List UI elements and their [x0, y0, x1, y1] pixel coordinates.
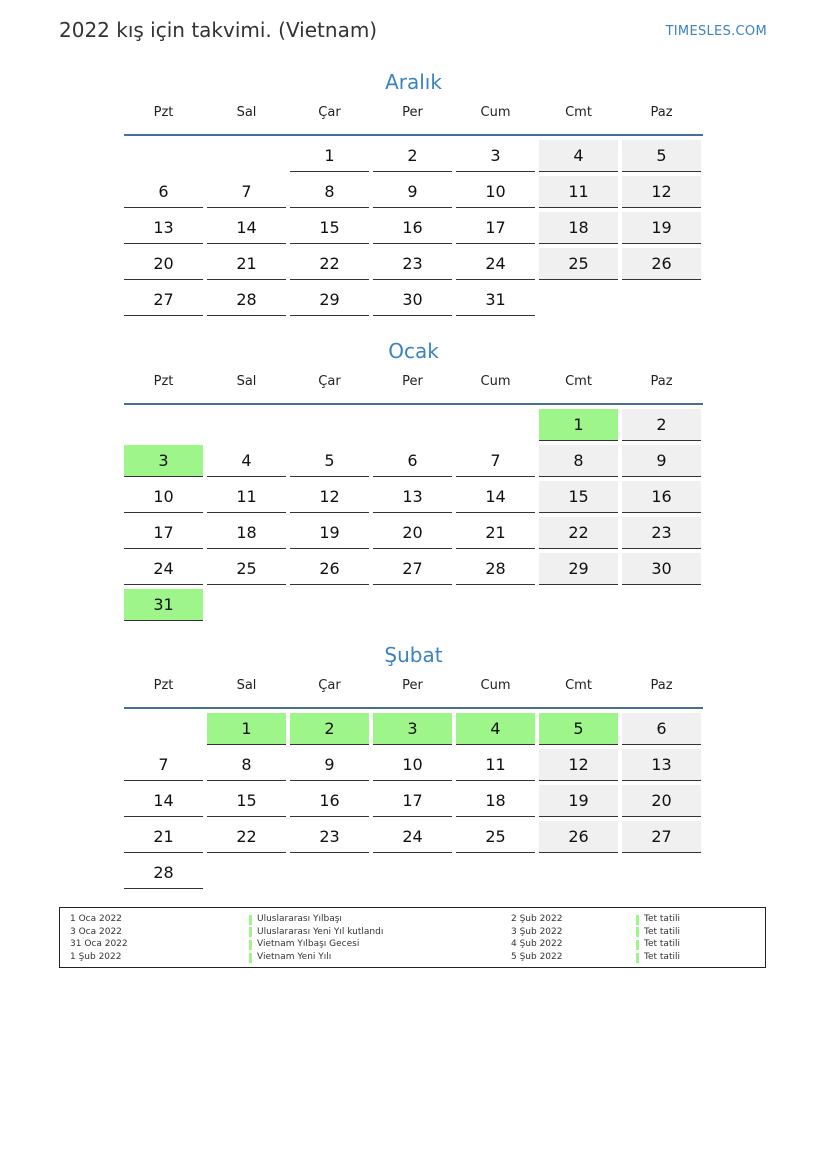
day-cell: 7	[124, 749, 203, 781]
weekday-label: Paz	[650, 105, 673, 120]
weekday-label: Sal	[236, 105, 257, 120]
day-cell: 19	[539, 785, 618, 817]
day-cell: 15	[539, 481, 618, 513]
legend-holiday-name: Tet tatili	[644, 952, 680, 963]
month-title: Ocak	[388, 339, 439, 363]
legend-date: 5 Şub 2022	[511, 952, 563, 963]
holiday-marker-icon	[636, 940, 639, 950]
month-title: Şubat	[384, 643, 443, 667]
day-cell: 26	[290, 553, 369, 585]
day-cell: 18	[207, 517, 286, 549]
weekday-label: Cum	[480, 374, 511, 389]
weekday-header	[124, 104, 703, 136]
day-cell: 17	[373, 785, 452, 817]
day-cell: 29	[539, 553, 618, 585]
legend-holiday-name: Vietnam Yeni Yılı	[257, 952, 332, 963]
day-cell: 11	[539, 176, 618, 208]
legend-date: 31 Oca 2022	[70, 939, 128, 950]
weekday-label: Çar	[318, 678, 341, 693]
weekday-label: Paz	[650, 678, 673, 693]
day-cell: 14	[456, 481, 535, 513]
legend-holiday-name: Uluslararası Yeni Yıl kutlandı	[257, 926, 384, 937]
day-cell: 21	[456, 517, 535, 549]
weekday-label: Çar	[318, 105, 341, 120]
day-cell: 14	[124, 785, 203, 817]
day-cell: 12	[539, 749, 618, 781]
day-cell: 4	[539, 140, 618, 172]
day-cell: 22	[207, 821, 286, 853]
day-cell: 1	[290, 140, 369, 172]
day-cell: 13	[124, 212, 203, 244]
day-cell: 27	[124, 284, 203, 316]
day-cell: 25	[539, 248, 618, 280]
empty-day-cell	[124, 409, 203, 441]
day-cell: 31	[456, 284, 535, 316]
weekday-label: Çar	[318, 374, 341, 389]
day-cell: 2	[622, 409, 701, 441]
empty-day-cell	[456, 409, 535, 441]
day-cell: 11	[456, 749, 535, 781]
day-cell: 10	[373, 749, 452, 781]
month-january	[124, 337, 703, 621]
day-cell: 22	[539, 517, 618, 549]
weekday-label: Sal	[236, 374, 257, 389]
legend-left-column	[70, 913, 500, 964]
holiday-day-cell: 1	[539, 409, 618, 441]
weekday-label: Pzt	[153, 105, 174, 120]
day-cell: 27	[622, 821, 701, 853]
month-title: Aralık	[385, 70, 442, 94]
day-cell: 23	[373, 248, 452, 280]
legend-date: 3 Şub 2022	[511, 926, 563, 937]
day-cell: 21	[207, 248, 286, 280]
holiday-marker-icon	[249, 915, 252, 925]
legend-row	[511, 926, 751, 939]
weekday-label: Cmt	[565, 678, 592, 693]
holiday-marker-icon	[249, 940, 252, 950]
month-december	[124, 68, 703, 316]
day-cell: 19	[622, 212, 701, 244]
legend-row	[511, 951, 751, 964]
day-cell: 2	[373, 140, 452, 172]
empty-day-cell	[124, 713, 203, 745]
day-cell: 6	[622, 713, 701, 745]
day-cell: 7	[207, 176, 286, 208]
weekday-label: Cmt	[565, 374, 592, 389]
day-cell: 14	[207, 212, 286, 244]
day-cell: 16	[373, 212, 452, 244]
day-cell: 5	[290, 445, 369, 477]
day-cell: 3	[456, 140, 535, 172]
empty-day-cell	[207, 409, 286, 441]
day-cell: 18	[539, 212, 618, 244]
day-cell: 4	[207, 445, 286, 477]
day-cell: 20	[373, 517, 452, 549]
day-cell: 25	[456, 821, 535, 853]
holiday-marker-icon	[636, 927, 639, 937]
day-grid	[124, 713, 703, 889]
weekday-label: Per	[402, 105, 423, 120]
day-cell: 17	[456, 212, 535, 244]
holiday-legend	[59, 907, 766, 968]
day-cell: 19	[290, 517, 369, 549]
day-cell: 28	[456, 553, 535, 585]
day-cell: 13	[373, 481, 452, 513]
legend-row	[511, 913, 751, 926]
weekday-label: Per	[402, 374, 423, 389]
month-february	[124, 641, 703, 889]
page-title: 2022 kış için takvimi. (Vietnam)	[59, 18, 378, 42]
legend-holiday-name: Tet tatili	[644, 939, 680, 950]
day-cell: 15	[290, 212, 369, 244]
holiday-day-cell: 2	[290, 713, 369, 745]
day-cell: 6	[124, 176, 203, 208]
day-cell: 8	[207, 749, 286, 781]
holiday-day-cell: 1	[207, 713, 286, 745]
empty-day-cell	[373, 409, 452, 441]
day-cell: 28	[124, 857, 203, 889]
day-cell: 18	[456, 785, 535, 817]
day-cell: 24	[124, 553, 203, 585]
weekday-label: Paz	[650, 374, 673, 389]
weekday-label: Pzt	[153, 374, 174, 389]
weekday-label: Cmt	[565, 105, 592, 120]
legend-row	[70, 951, 500, 964]
day-cell: 5	[622, 140, 701, 172]
day-cell: 27	[373, 553, 452, 585]
day-cell: 30	[622, 553, 701, 585]
legend-holiday-name: Tet tatili	[644, 926, 680, 937]
day-cell: 23	[622, 517, 701, 549]
day-cell: 11	[207, 481, 286, 513]
holiday-marker-icon	[636, 915, 639, 925]
day-cell: 12	[622, 176, 701, 208]
day-cell: 20	[124, 248, 203, 280]
day-cell: 6	[373, 445, 452, 477]
day-cell: 24	[373, 821, 452, 853]
day-cell: 21	[124, 821, 203, 853]
legend-row	[70, 926, 500, 939]
weekday-label: Pzt	[153, 678, 174, 693]
legend-row	[70, 913, 500, 926]
day-cell: 26	[622, 248, 701, 280]
weekday-header	[124, 373, 703, 405]
day-cell: 8	[539, 445, 618, 477]
holiday-day-cell: 3	[124, 445, 203, 477]
day-cell: 10	[124, 481, 203, 513]
holiday-marker-icon	[636, 953, 639, 963]
day-cell: 17	[124, 517, 203, 549]
legend-date: 4 Şub 2022	[511, 939, 563, 950]
day-cell: 22	[290, 248, 369, 280]
day-cell: 8	[290, 176, 369, 208]
weekday-label: Per	[402, 678, 423, 693]
day-cell: 20	[622, 785, 701, 817]
day-cell: 9	[622, 445, 701, 477]
holiday-marker-icon	[249, 927, 252, 937]
holiday-day-cell: 31	[124, 589, 203, 621]
weekday-label: Cum	[480, 105, 511, 120]
day-cell: 13	[622, 749, 701, 781]
day-cell: 7	[456, 445, 535, 477]
holiday-day-cell: 4	[456, 713, 535, 745]
day-cell: 25	[207, 553, 286, 585]
day-cell: 10	[456, 176, 535, 208]
legend-holiday-name: Tet tatili	[644, 914, 680, 924]
legend-date: 1 Şub 2022	[70, 952, 122, 963]
legend-date: 3 Oca 2022	[70, 926, 122, 937]
legend-holiday-name: Uluslararası Yılbaşı	[257, 914, 342, 924]
day-cell: 16	[622, 481, 701, 513]
day-cell: 28	[207, 284, 286, 316]
empty-day-cell	[207, 140, 286, 172]
brand-link[interactable]: TIMESLES.COM	[665, 24, 767, 39]
holiday-marker-icon	[249, 953, 252, 963]
day-cell: 16	[290, 785, 369, 817]
day-grid	[124, 140, 703, 316]
weekday-label: Sal	[236, 678, 257, 693]
day-cell: 23	[290, 821, 369, 853]
day-cell: 9	[290, 749, 369, 781]
empty-day-cell	[290, 409, 369, 441]
day-cell: 30	[373, 284, 452, 316]
day-cell: 29	[290, 284, 369, 316]
weekday-header	[124, 677, 703, 709]
legend-date: 1 Oca 2022	[70, 914, 122, 924]
day-cell: 12	[290, 481, 369, 513]
day-cell: 9	[373, 176, 452, 208]
legend-date: 2 Şub 2022	[511, 914, 563, 924]
legend-holiday-name: Vietnam Yılbaşı Gecesi	[257, 939, 360, 950]
day-cell: 15	[207, 785, 286, 817]
weekday-label: Cum	[480, 678, 511, 693]
legend-row	[511, 938, 751, 951]
holiday-day-cell: 5	[539, 713, 618, 745]
legend-row	[70, 938, 500, 951]
empty-day-cell	[124, 140, 203, 172]
day-cell: 24	[456, 248, 535, 280]
legend-right-column	[511, 913, 751, 964]
day-grid	[124, 409, 703, 621]
day-cell: 26	[539, 821, 618, 853]
holiday-day-cell: 3	[373, 713, 452, 745]
